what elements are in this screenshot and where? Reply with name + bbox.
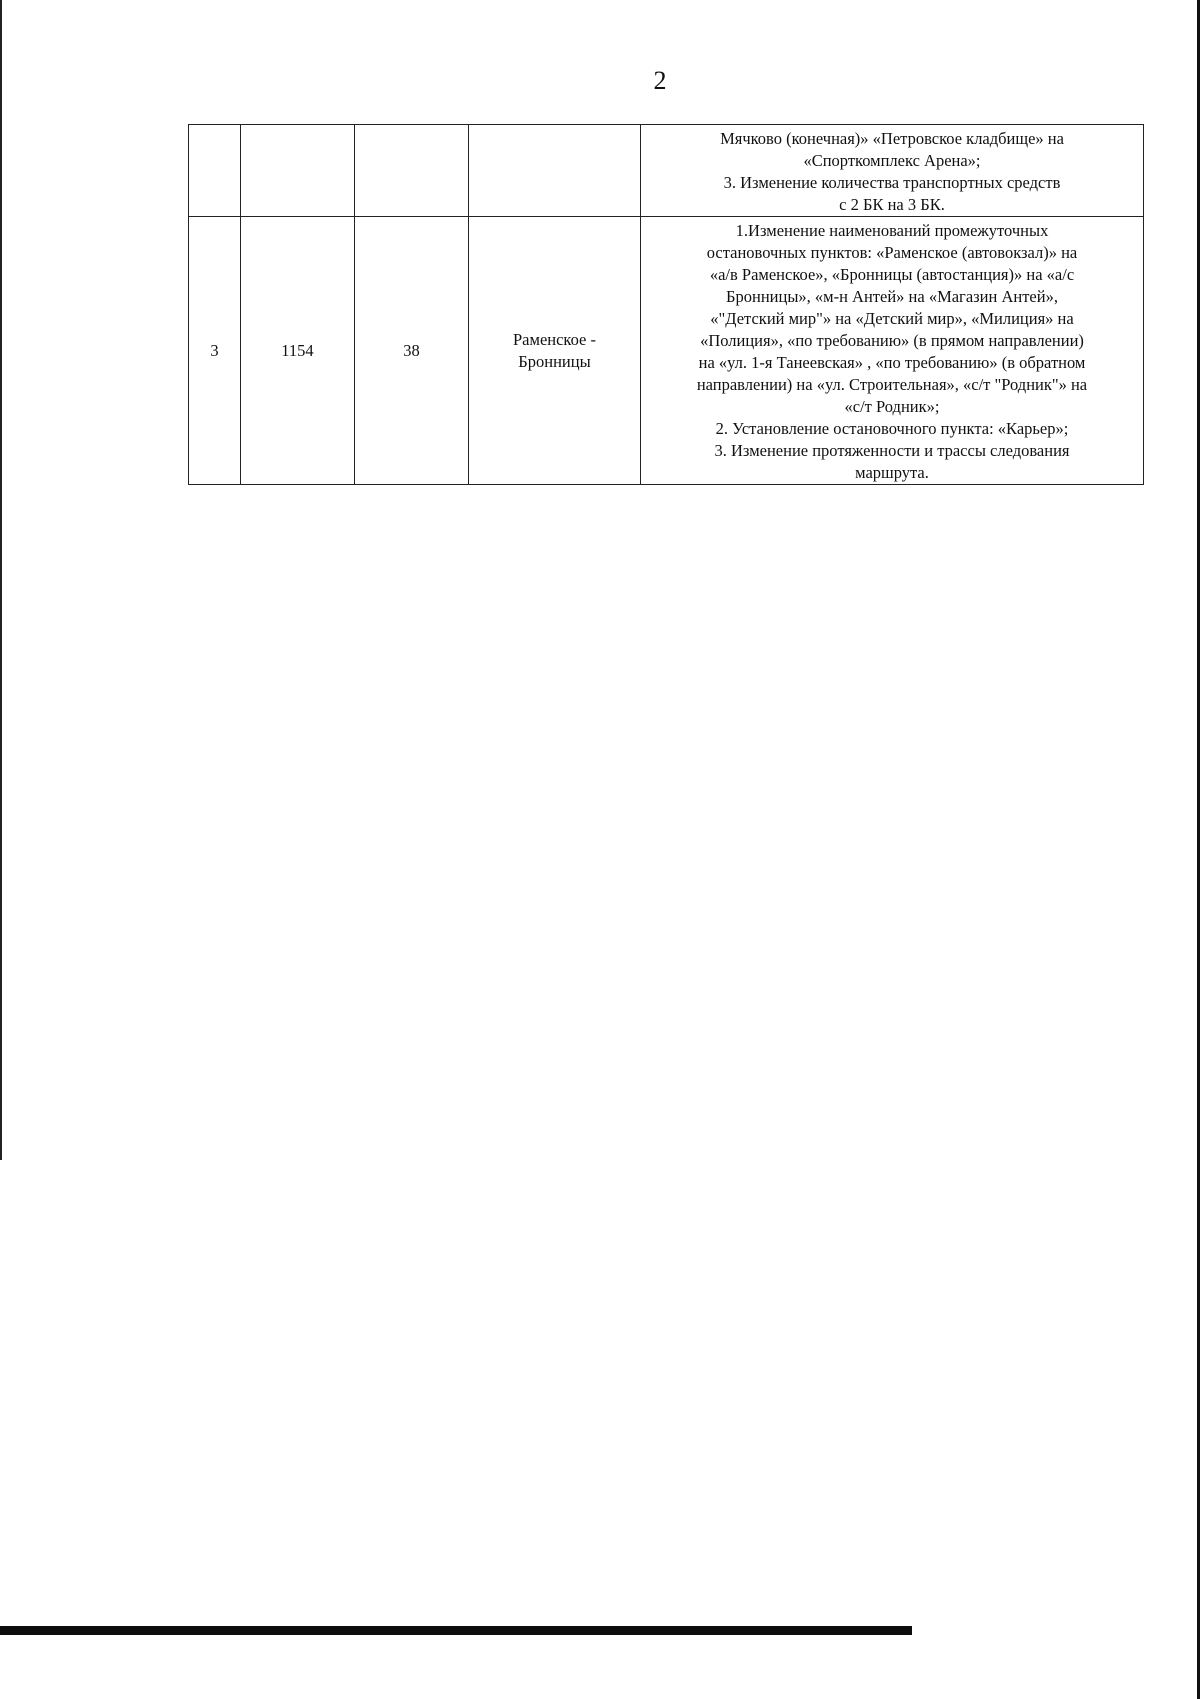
routes-table [188, 124, 1144, 485]
row-number-cell: 3 [189, 217, 241, 485]
row-number-cell [189, 125, 241, 217]
scan-bottom-bar [0, 1626, 912, 1635]
changes-text: Мячково (конечная)» «Петровское кладбище» на «Спорткомплекс Арена»; 3. Изменение количества транспортных средств с 2 БК на 3 БК. [720, 129, 1064, 214]
registration-number-cell [241, 125, 355, 217]
table-row [189, 217, 1144, 485]
page-number: 2 [653, 66, 667, 95]
scan-left-edge [0, 0, 2, 1160]
route-number-cell: 38 [355, 217, 469, 485]
registration-number-cell: 1154 [241, 217, 355, 485]
changes-text: 1.Изменение наименований промежуточных остановочных пунктов: «Раменское (автовокзал)» на «а/в Раменское», «Бронницы (автостанция)» на «а/с Бронницы», «м-н Антей» на «Магазин Антей», «"Детский мир"» на «Детский мир», «Милиция» на «Полиция», «по требованию» (в прямом направлении) на «ул. 1-я Танеевская» , «по требованию» (в обратном направлении) на «ул. Строительная», «с/т "Родник"» на «с/т Родник»; 2. Установление остановочного пункта: «Карьер»; 3. Изменение протяженности и трассы следования маршрута. [696, 221, 1088, 482]
changes-cell [641, 217, 1144, 485]
route-name-cell [469, 217, 641, 485]
changes-cell [641, 125, 1144, 217]
route-number-cell [355, 125, 469, 217]
route-name-text: Раменское - Бронницы [513, 329, 596, 371]
route-name-cell [469, 125, 641, 217]
table-row [189, 125, 1144, 217]
